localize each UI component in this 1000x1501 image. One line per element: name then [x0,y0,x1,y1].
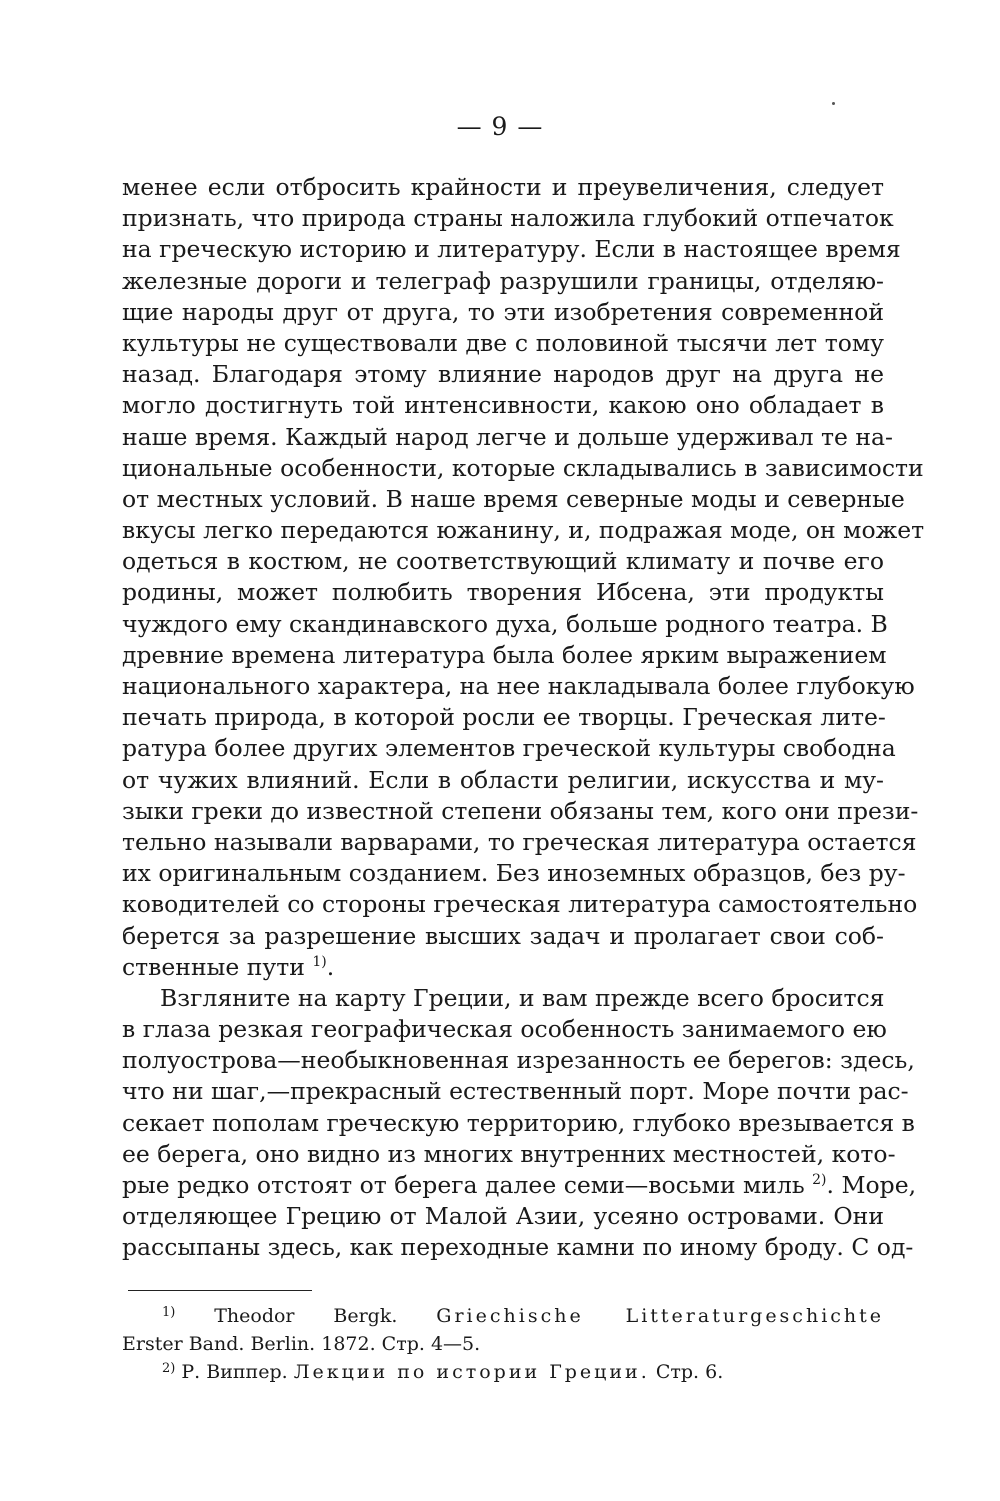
text-fragment: Море, [841,1171,917,1199]
text-line: могло достигнуть той интенсивности, какою оно обладает в [122,391,884,420]
text-line: на греческую историю и литературу. Если в настоящее время [122,235,901,264]
text-line: берется за разрешение высших задач и пролагает свои соб- [122,921,884,950]
page-number: — 9 — [456,112,544,141]
text-line: от местных условий. В наше время северные моды и северные [122,484,905,513]
text-line: вкусы легко передаются южанину, и, подражая моде, он может [122,516,925,545]
text-fragment: ственные пути [122,952,305,981]
footnote-1-continuation: Erster Band. Berlin. 1872. Стр. 4—5. [122,1333,481,1355]
print-speck [832,102,835,105]
text-line: назад. Благодаря этому влияние народов друг на друга не [122,360,884,389]
text-line: ратура более других элементов греческой культуры свободна [122,734,896,763]
text-line: от чужих влияний. Если в области религии, искусства и му- [122,765,884,794]
footnote-mark: 2) [162,1361,176,1376]
text-line: национального характера, на нее накладывала более глубокую [122,672,915,700]
text-line: одеться в костюм, не соответствующий климату и почве его [122,547,884,576]
text-line: полуострова—необыкновенная изрезанность ее берегов: здесь, [122,1046,915,1075]
text-line: щие народы друг от друга, то эти изобретения современной [122,297,884,326]
paragraph-2 [122,983,917,1264]
footnote-mark: 1) [162,1305,176,1320]
footnote-author: Р. Виппер. [181,1361,288,1383]
text-line: что ни шаг,—прекрасный естественный порт. Море почти рас- [122,1077,909,1106]
text-line: культуры не существовали две с половиной тысячи лет тому [122,328,884,357]
text-line: менее если отбросить крайности и преувеличения, следует [122,173,884,201]
text-line: ее берега, оно видно из многих внутренних местностей, кото- [122,1139,896,1168]
footnote-2 [162,1358,884,1386]
text-line: в глаза резкая географическая особенность занимаемого ею [122,1015,887,1044]
footnote-ref-1: 1) [312,953,327,970]
footnote-pages: Стр. 6. [655,1361,724,1383]
text-line: отделяющее Грецию от Малой Азии, усеяно островами. Они [122,1202,884,1231]
footnotes [122,1302,885,1386]
text-line: ководителей со стороны греческая литература самостоятельно [122,890,918,919]
footnote-title: Лекции по истории Греции. [293,1361,650,1383]
footnote-author: Theodor Bergk. [214,1305,398,1327]
text-line: их оригинальным созданием. Без иноземных образцов, без ру- [122,859,906,888]
footnote-ref-2: 2) [812,1172,827,1188]
text-line: рые редко отстоят от берега далее семи—восьми миль $^{2)}$. Море, [122,1171,917,1199]
text-line: родины, может полюбить творения Ибсена, эти продукты [122,578,884,607]
footnote-1 [162,1302,884,1330]
footnote-separator [128,1290,312,1291]
text-line: секает пополам греческую территорию, глубоко врезывается в [122,1108,915,1137]
footnote-title: Griechische Litteraturgeschichte [436,1305,885,1327]
main-text [122,172,925,1264]
text-line: чуждого ему скандинавского духа, больше родного театра. В [122,609,888,638]
text-fragment: . [326,952,335,981]
text-line: древние времена литература была более ярким выражением [122,640,887,669]
text-line: циональные особенности, которые складывались в зависимости [122,453,924,482]
text-fragment: рые редко отстоят от берега далее семи—восьми миль [122,1171,805,1199]
text-line: Взгляните на карту Греции, и вам прежде всего бросится [160,983,885,1012]
text-line: рассыпаны здесь, как переходные камни по иному броду. С од- [122,1233,914,1262]
text-line: железные дороги и телеграф разрушили границы, отделяю- [122,266,884,295]
text-line: признать, что природа страны наложила глубокий отпечаток [122,204,894,233]
text-line: зыки греки до известной степени обязаны тем, кого они прези- [122,796,919,825]
text-line: наше время. Каждый народ легче и дольше удерживал те на- [122,422,893,451]
text-line: печать природа, в которой росли ее творцы. Греческая лите- [122,703,886,732]
text-line [122,952,884,983]
paragraph-1 [122,172,925,983]
text-line: тельно называли варварами, то греческая литература остается [122,827,917,856]
